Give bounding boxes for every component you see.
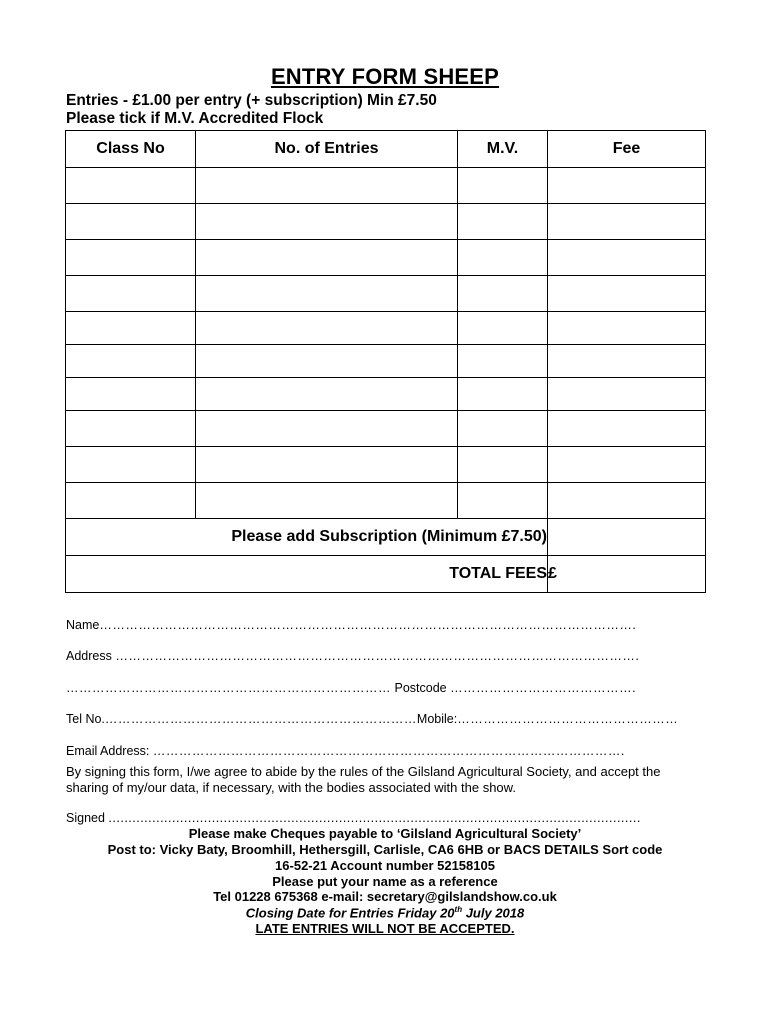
table-row (66, 168, 706, 204)
entries-cell[interactable] (196, 447, 458, 483)
email-field[interactable]: ………………………………………………………………………………………………. (152, 744, 625, 758)
email-label: Email Address: (66, 744, 150, 758)
header-mv: M.V. (458, 131, 548, 168)
table-row (66, 240, 706, 276)
tel-label: Tel No. (66, 712, 105, 726)
class-no-cell[interactable] (66, 240, 196, 276)
subscription-label: Please add Subscription (Minimum £7.50) (66, 519, 548, 556)
table-header-row (66, 131, 706, 168)
entries-cell[interactable] (196, 168, 458, 204)
contact-details: Tel 01228 675368 e-mail: secretary@gilslandshow.co.uk (213, 889, 557, 904)
entries-cell[interactable] (196, 204, 458, 240)
cheques-note: Please make Cheques payable to ‘Gilsland Agricultural Society’ (188, 826, 582, 841)
mv-cell[interactable] (458, 378, 548, 411)
email-line[interactable] (66, 744, 706, 758)
subscription-fee-cell[interactable] (548, 519, 706, 556)
fee-cell[interactable] (548, 378, 706, 411)
tel-field[interactable]: ……………………………………………………………… (104, 712, 417, 726)
table-row (66, 345, 706, 378)
address-line2-field[interactable]: ………………………………………………………………… (66, 681, 391, 695)
total-fees-label: TOTAL FEES (66, 556, 548, 593)
fee-cell[interactable] (548, 447, 706, 483)
reference-note: Please put your name as a reference (272, 874, 498, 889)
closing-date-prefix: Closing Date for Entries Friday 20 (245, 905, 455, 921)
entries-cell[interactable] (196, 483, 458, 519)
name-line[interactable] (66, 618, 706, 632)
mv-cell[interactable] (458, 312, 548, 345)
fee-cell[interactable] (548, 204, 706, 240)
header-fee: Fee (548, 131, 706, 168)
fee-cell[interactable] (548, 312, 706, 345)
class-no-cell[interactable] (66, 276, 196, 312)
phone-line[interactable] (66, 712, 706, 726)
class-no-cell[interactable] (66, 312, 196, 345)
mv-cell[interactable] (458, 411, 548, 447)
entries-cell[interactable] (196, 411, 458, 447)
mobile-label: Mobile: (416, 712, 458, 726)
class-no-cell[interactable] (66, 204, 196, 240)
fee-cell[interactable] (548, 345, 706, 378)
name-field[interactable]: ……………………………………………………………………………………………………………. (99, 618, 637, 632)
fee-cell[interactable] (548, 276, 706, 312)
fee-cell[interactable] (548, 240, 706, 276)
table-row (66, 447, 706, 483)
mv-cell[interactable] (458, 447, 548, 483)
mv-cell[interactable] (458, 168, 548, 204)
signed-label: Signed (66, 811, 105, 825)
entries-cell[interactable] (196, 276, 458, 312)
fee-cell[interactable] (548, 168, 706, 204)
mv-accredited-note: Please tick if M.V. Accredited Flock (66, 110, 324, 127)
mv-cell[interactable] (458, 483, 548, 519)
total-row (66, 556, 706, 593)
fee-cell[interactable] (548, 411, 706, 447)
subscription-row (66, 519, 706, 556)
closing-date (0, 905, 770, 920)
table-row (66, 312, 706, 345)
postcode-field[interactable]: ……………………………………. (450, 681, 637, 695)
mv-cell[interactable] (458, 345, 548, 378)
consent-text: By signing this form, I/we agree to abide by the rules of the Gilsland Agricultural Society, and accept the sharing of my/our data, if necessary, with the bodies associated with the show. (66, 764, 661, 795)
table-row (66, 276, 706, 312)
table-row (66, 378, 706, 411)
account-details: 16-52-21 Account number 52158105 (275, 858, 495, 873)
signature-field[interactable]: ...................................................................................................................................... (108, 811, 641, 825)
class-no-cell[interactable] (66, 378, 196, 411)
class-no-cell[interactable] (66, 411, 196, 447)
form-title: ENTRY FORM SHEEP (270, 64, 500, 89)
header-no-of-entries: No. of Entries (196, 131, 458, 168)
closing-date-suffix-sup: th (454, 905, 463, 914)
address-field[interactable]: …………………………………………………………………………………………………………. (115, 649, 640, 663)
entries-cell[interactable] (196, 240, 458, 276)
table-row (66, 483, 706, 519)
mv-cell[interactable] (458, 204, 548, 240)
total-fees-cell[interactable]: £ (548, 556, 706, 593)
late-entries-text: LATE ENTRIES WILL NOT BE ACCEPTED. (255, 921, 515, 936)
address-label: Address (66, 649, 112, 663)
late-entries-warning (0, 921, 770, 936)
entries-cell[interactable] (196, 378, 458, 411)
class-no-cell[interactable] (66, 483, 196, 519)
mv-cell[interactable] (458, 240, 548, 276)
entries-table (65, 130, 706, 593)
name-label: Name (66, 618, 100, 632)
post-to-note: Post to: Vicky Baty, Broomhill, Hethersgill, Carlisle, CA6 6HB or BACS DETAILS Sort code (107, 842, 663, 857)
table-row (66, 411, 706, 447)
header-class-no: Class No (66, 131, 196, 168)
fee-cell[interactable] (548, 483, 706, 519)
postcode-label: Postcode (394, 681, 447, 695)
table-row (66, 204, 706, 240)
mv-cell[interactable] (458, 276, 548, 312)
class-no-cell[interactable] (66, 345, 196, 378)
address-line[interactable] (66, 649, 706, 663)
address-postcode-line[interactable] (66, 681, 706, 695)
class-no-cell[interactable] (66, 168, 196, 204)
entries-cell[interactable] (196, 312, 458, 345)
mobile-field[interactable]: …………………………………………… (457, 712, 679, 726)
entry-fee-note: Entries - £1.00 per entry (+ subscription) Min £7.50 (66, 92, 437, 109)
entries-cell[interactable] (196, 345, 458, 378)
signature-line[interactable] (66, 811, 706, 825)
closing-date-month: July 2018 (462, 905, 525, 921)
class-no-cell[interactable] (66, 447, 196, 483)
